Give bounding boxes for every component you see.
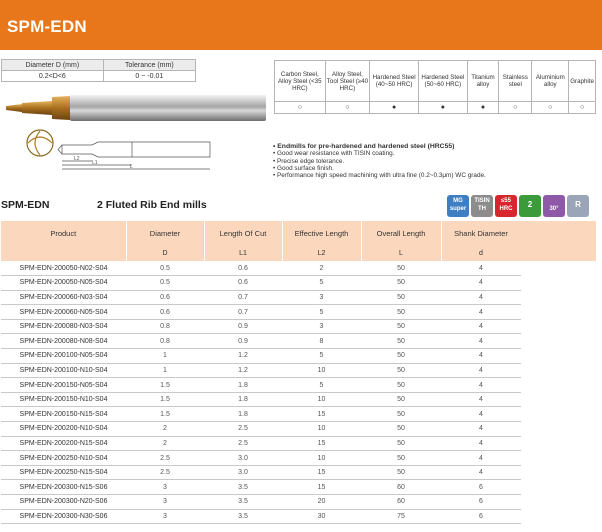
table-cell: 6 (441, 495, 521, 510)
table-row (1, 276, 521, 291)
table-cell: 50 (361, 290, 441, 305)
cutting-flute (6, 104, 22, 112)
material-label: Hardened Steel (40~50 HRC) (370, 61, 419, 102)
badge-top: 2 (527, 200, 533, 209)
table-cell: 3 (282, 319, 361, 334)
table-cell: 50 (361, 334, 441, 349)
helix-angle-badge (543, 195, 565, 217)
table-cell: 50 (361, 392, 441, 407)
table-cell: 2 (282, 261, 361, 276)
table-cell: 30 (282, 509, 361, 524)
table-cell: 0.9 (204, 334, 282, 349)
table-cell: 0.5 (126, 276, 204, 291)
table-cell: 50 (361, 349, 441, 364)
table-cell: 0.8 (126, 334, 204, 349)
page-title: SPM-EDN (7, 17, 87, 36)
table-cell: 4 (441, 407, 521, 422)
table-row (1, 392, 521, 407)
table-cell: 6 (441, 509, 521, 524)
table-cell: 5 (282, 276, 361, 291)
table-cell: 3.5 (204, 480, 282, 495)
badge-bottom: super (449, 206, 467, 212)
table-cell: 2.5 (204, 422, 282, 437)
table-cell: 50 (361, 363, 441, 378)
product-code-cell: SPM-EDN-200300-N15-S06 (1, 480, 126, 495)
suitability-symbol: ○ (499, 102, 532, 114)
table-cell: 15 (282, 436, 361, 451)
mg-super-badge (447, 195, 469, 217)
table-row (1, 334, 521, 349)
suitability-symbol: ○ (325, 102, 370, 114)
table-cell: 50 (361, 407, 441, 422)
tolerance-header-diameter: Diameter D (mm) (2, 60, 104, 71)
column-subheader: L2 (282, 245, 361, 261)
table-header-row (1, 221, 521, 245)
side-empty-column (521, 261, 596, 524)
product-code-cell: SPM-EDN-200300-N20-S06 (1, 495, 126, 510)
table-row (1, 451, 521, 466)
table-cell: 2.5 (126, 451, 204, 466)
product-code-cell: SPM-EDN-200050-N05-S04 (1, 276, 126, 291)
product-code-cell: SPM-EDN-200200-N10-S04 (1, 422, 126, 437)
table-cell: 1.8 (204, 407, 282, 422)
table-cell: 1.8 (204, 392, 282, 407)
drawing-l-label: L (130, 164, 133, 170)
table-cell: 4 (441, 319, 521, 334)
table-row (1, 436, 521, 451)
material-label: Hardened Steel (50~60 HRC) (418, 61, 467, 102)
table-cell: 1.5 (126, 407, 204, 422)
table-cell: 1.5 (126, 392, 204, 407)
table-cell: 1.2 (204, 363, 282, 378)
material-label: Carbon Steel, Alloy Steel (<35 HRC) (275, 61, 326, 102)
column-header: Diameter (126, 221, 204, 245)
table-cell: 1 (126, 363, 204, 378)
badge-top: MG (453, 198, 463, 204)
material-label: Alloy Steel, Tool Steel (≥40 HRC) (325, 61, 370, 102)
tisin-coating-badge (471, 195, 493, 217)
material-label: Graphite (569, 61, 596, 102)
table-cell: 0.5 (126, 261, 204, 276)
badge-top: R (575, 200, 581, 209)
product-code-cell: SPM-EDN-200100-N05-S04 (1, 349, 126, 364)
table-cell: 3 (126, 480, 204, 495)
table-row (1, 261, 521, 276)
table-cell: 4 (441, 290, 521, 305)
table-cell: 0.8 (126, 319, 204, 334)
table-cell: 5 (282, 378, 361, 393)
table-cell: 3.5 (204, 509, 282, 524)
table-row (1, 509, 521, 524)
table-cell: 1.2 (204, 349, 282, 364)
table-row (1, 363, 521, 378)
table-cell: 4 (441, 436, 521, 451)
table-cell: 3 (126, 509, 204, 524)
column-header: Product (1, 221, 126, 245)
material-label: Titanium alloy (467, 61, 498, 102)
table-cell: 10 (282, 451, 361, 466)
feature-item: • Performance high speed machining with ultra fine (0.2~0.3μm) WC grade. (273, 172, 486, 180)
tool-photo (6, 95, 266, 121)
table-row (1, 407, 521, 422)
table-cell: 0.6 (126, 290, 204, 305)
table-cell: 4 (441, 422, 521, 437)
column-subheader: L (361, 245, 441, 261)
table-row (1, 290, 521, 305)
column-header: Shank Diameter (441, 221, 521, 245)
tolerance-table (1, 59, 196, 82)
table-cell: 50 (361, 305, 441, 320)
table-cell: 3.0 (204, 465, 282, 480)
table-cell: 20 (282, 495, 361, 510)
badge-top: TISIN (474, 198, 490, 204)
corner-radius-badge (567, 195, 589, 217)
table-cell: 4 (441, 276, 521, 291)
table-body (1, 261, 521, 524)
table-row (1, 349, 521, 364)
feature-item: • Good wear resistance with TISIN coating. (273, 150, 395, 158)
table-cell: 15 (282, 465, 361, 480)
table-cell: 5 (282, 349, 361, 364)
table-cell: 4 (441, 451, 521, 466)
material-label: Aluminium alloy (532, 61, 569, 102)
table-cell: 3.5 (204, 495, 282, 510)
feature-list (273, 143, 486, 179)
product-code-cell: SPM-EDN-200300-N30-S06 (1, 509, 126, 524)
table-row (1, 319, 521, 334)
badge-bottom: TH (478, 206, 486, 212)
table-cell: 0.7 (204, 305, 282, 320)
table-cell: 4 (441, 305, 521, 320)
table-cell: 50 (361, 261, 441, 276)
product-series-description: 2 Fluted Rib End mills (97, 199, 207, 211)
table-cell: 15 (282, 407, 361, 422)
suitability-symbol: ● (467, 102, 498, 114)
table-cell: 0.6 (126, 305, 204, 320)
drawing-l1-label: L1 (92, 160, 98, 166)
product-code-cell: SPM-EDN-200150-N10-S04 (1, 392, 126, 407)
suitability-symbol: ○ (569, 102, 596, 114)
table-cell: 4 (441, 261, 521, 276)
endmill-drawing (0, 85, 270, 175)
table-cell: 50 (361, 451, 441, 466)
tool-neck (22, 101, 52, 115)
table-cell: 50 (361, 436, 441, 451)
product-code-cell: SPM-EDN-200080-N03-S04 (1, 319, 126, 334)
table-cell: 15 (282, 480, 361, 495)
table-row (1, 465, 521, 480)
feature-item: • Endmills for pre-hardened and hardened steel (HRC55) (273, 143, 455, 150)
tolerance-value: 0 ~ -0.01 (103, 71, 195, 82)
table-cell: 0.6 (204, 261, 282, 276)
table-cell: 50 (361, 422, 441, 437)
product-code-cell: SPM-EDN-200250-N10-S04 (1, 451, 126, 466)
side-view-drawing (58, 142, 210, 170)
product-code-cell: SPM-EDN-200200-N15-S04 (1, 436, 126, 451)
table-cell: 0.9 (204, 319, 282, 334)
table-cell: 2.5 (126, 465, 204, 480)
material-suitability-table (274, 60, 596, 114)
badge-top: 30° (549, 206, 559, 212)
table-cell: 5 (282, 305, 361, 320)
table-cell: 4 (441, 392, 521, 407)
product-code-cell: SPM-EDN-200060-N03-S04 (1, 290, 126, 305)
table-cell: 4 (441, 363, 521, 378)
column-header: Overall Length (361, 221, 441, 245)
suitability-symbol: ○ (275, 102, 326, 114)
table-subheader-row (1, 245, 521, 261)
table-cell: 1.8 (204, 378, 282, 393)
product-code-cell: SPM-EDN-200150-N05-S04 (1, 378, 126, 393)
product-spec-table (1, 221, 522, 524)
table-row (1, 305, 521, 320)
table-cell: 4 (441, 349, 521, 364)
feature-item: • Good surface finish. (273, 164, 334, 172)
table-cell: 3 (126, 495, 204, 510)
table-cell: 4 (441, 465, 521, 480)
product-code-cell: SPM-EDN-200050-N02-S04 (1, 261, 126, 276)
table-row (1, 378, 521, 393)
product-code-cell: SPM-EDN-200250-N15-S04 (1, 465, 126, 480)
product-code-cell: SPM-EDN-200100-N10-S04 (1, 363, 126, 378)
suitability-symbol: ○ (532, 102, 569, 114)
table-row (1, 480, 521, 495)
table-cell: 2.5 (204, 436, 282, 451)
feature-item: • Precise edge tolerance. (273, 157, 345, 165)
table-cell: 50 (361, 378, 441, 393)
column-header: Effective Length (282, 221, 361, 245)
table-cell: 0.6 (204, 276, 282, 291)
hrc-badge (495, 195, 517, 217)
product-code-cell: SPM-EDN-200080-N08-S04 (1, 334, 126, 349)
badge-bottom: HRC (499, 206, 513, 212)
product-code-cell: SPM-EDN-200060-N05-S04 (1, 305, 126, 320)
column-subheader: d (441, 245, 521, 261)
table-row (1, 495, 521, 510)
end-view-drawing (27, 130, 53, 156)
table-cell: 50 (361, 319, 441, 334)
column-header: Length Of Cut (204, 221, 282, 245)
tolerance-header-tolerance: Tolerance (mm) (103, 60, 195, 71)
table-cell: 2 (126, 436, 204, 451)
badge-top: ≤55 (501, 198, 511, 204)
product-code-cell: SPM-EDN-200150-N15-S04 (1, 407, 126, 422)
column-subheader: D (126, 245, 204, 261)
table-cell: 4 (441, 378, 521, 393)
table-cell: 0.7 (204, 290, 282, 305)
table-cell: 2 (126, 422, 204, 437)
table-cell: 6 (441, 480, 521, 495)
table-cell: 10 (282, 422, 361, 437)
table-cell: 60 (361, 495, 441, 510)
tool-taper (52, 96, 70, 120)
table-row (1, 422, 521, 437)
product-series-name: SPM-EDN (1, 199, 50, 211)
material-label: Stainless steel (499, 61, 532, 102)
table-cell: 3 (282, 290, 361, 305)
table-cell: 4 (441, 334, 521, 349)
table-cell: 3.0 (204, 451, 282, 466)
tool-shank (70, 95, 266, 121)
table-cell: 10 (282, 392, 361, 407)
suitability-symbol: ● (370, 102, 419, 114)
table-cell: 75 (361, 509, 441, 524)
table-cell: 1.5 (126, 378, 204, 393)
flute-count-badge (519, 195, 541, 217)
column-subheader: L1 (204, 245, 282, 261)
header-bar (0, 0, 602, 50)
table-cell: 8 (282, 334, 361, 349)
table-cell: 50 (361, 465, 441, 480)
table-cell: 50 (361, 276, 441, 291)
drawing-l2-label: L2 (74, 156, 80, 162)
suitability-symbol: ● (418, 102, 467, 114)
table-cell: 60 (361, 480, 441, 495)
table-cell: 1 (126, 349, 204, 364)
side-header-strip (521, 221, 596, 261)
table-cell: 10 (282, 363, 361, 378)
column-subheader (1, 245, 126, 261)
tolerance-diameter-value: 0.2<D<6 (2, 71, 104, 82)
